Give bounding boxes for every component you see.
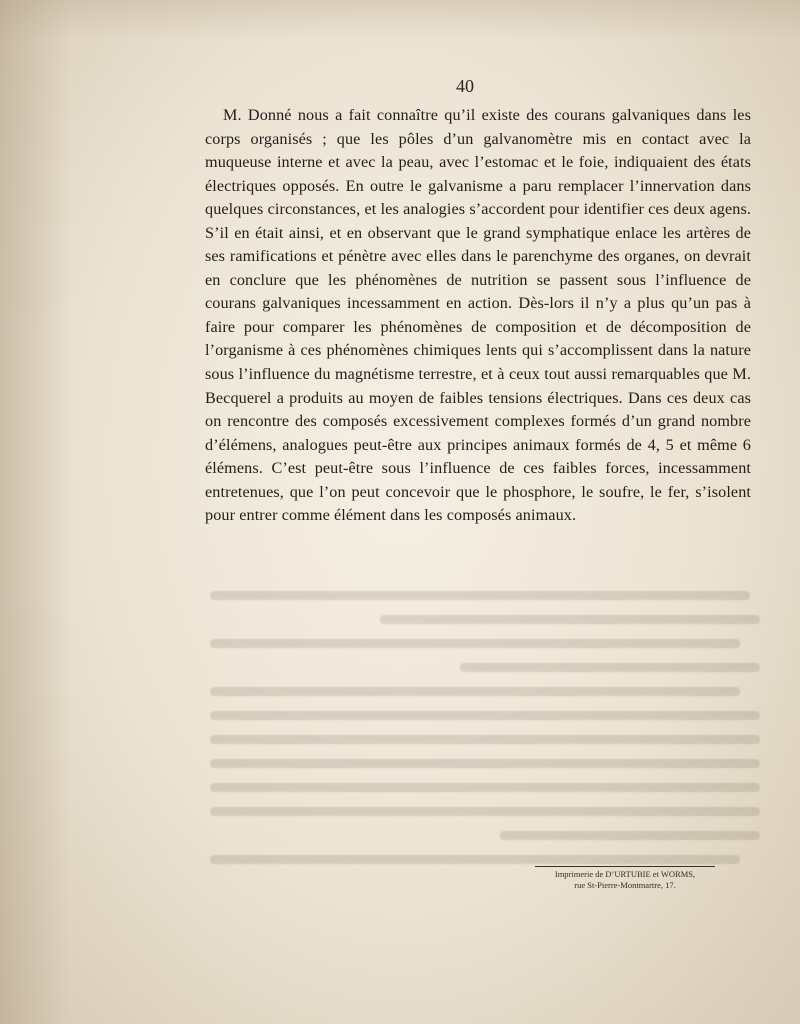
printer-imprint bbox=[535, 866, 715, 891]
imprint-address: rue St-Pierre-Montmartre, 17. bbox=[574, 880, 676, 890]
imprint-printer: Imprimerie de D’URTUBIE et WORMS, bbox=[554, 869, 696, 879]
bleed-through-texture bbox=[200, 585, 760, 893]
page-number: 40 bbox=[456, 76, 474, 96]
body-paragraph: M. Donné nous a fait connaître qu’il existe des courans galvaniques dans les corps organisés ; que les pôles d’un galvanomètre mis en contact avec la muqueuse interne et avec la peau, avec l’estomac et le foie, indiquaient des états électriques opposés. En outre le galvanisme a paru remplacer l’innervation dans quelques circonstances, et les analogies s’accordent pour identifier ces deux agens. S’il en était ainsi, et en observant que le grand symphatique enlace les artères de ses ramifications et pénètre avec elles dans le parenchyme des organes, on devrait en conclure que les phénomènes de nutrition se passent sous l’influence de courans galvaniques incessamment en action. Dès-lors il n’y a plus qu’un pas à faire pour comparer les phénomènes de composition et de décomposition de l’organisme à ces phénomènes chimiques lents qui s’accomplissent dans la nature sous l’influence du magnétisme terrestre, et à ceux tout aussi remarquables que M. Becquerel a produits au moyen de faibles tensions électriques. Dans ces deux cas on rencontre des composés excessivement complexes formés d’un grand nombre d’élémens, analogues peut-être aux principes animaux formés de 4, 5 et même 6 élémens. C’est peut-être sous l’influence de ces faibles forces, incessamment entretenues, que l’on peut concevoir que le phosphore, le soufre, le fer, s’isolent pour entrer comme élément dans les composés animaux. bbox=[205, 106, 751, 525]
bleed-through-lines bbox=[200, 585, 760, 885]
imprint-rule bbox=[535, 866, 715, 867]
